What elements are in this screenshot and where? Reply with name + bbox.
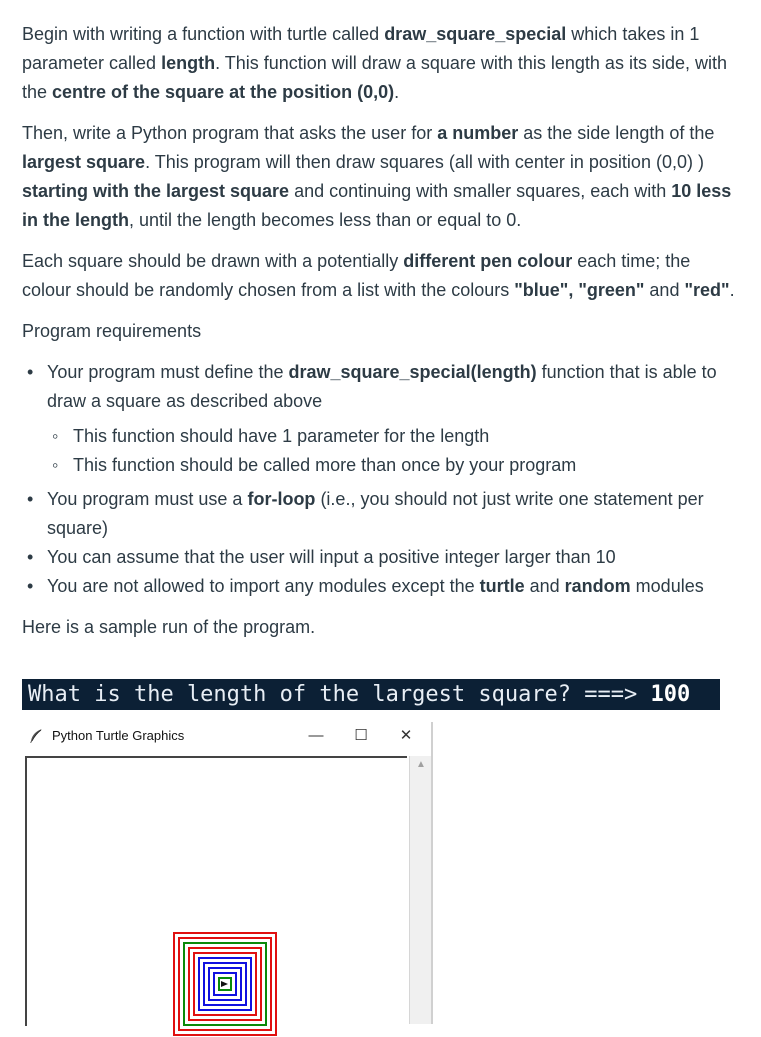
text: , until the length becomes less than or equal to 0. — [129, 210, 522, 230]
turtle-canvas[interactable] — [25, 756, 407, 1026]
window-titlebar[interactable] — [22, 722, 434, 752]
bold-text: random — [564, 576, 631, 596]
text: as the side length of the — [518, 123, 715, 143]
paragraph-function — [22, 20, 742, 107]
requirement-item — [47, 358, 742, 480]
bold-text: centre of the square at the position (0,0) — [52, 82, 395, 102]
requirements-heading: Program requirements — [22, 321, 202, 341]
console-prompt: What is the length of the largest square? ===> — [28, 682, 651, 707]
text: Your program must define the — [47, 362, 289, 382]
bold-text: a number — [437, 123, 519, 143]
requirement-item — [47, 572, 742, 601]
text: . This function will draw a square with this length as its side, with the — [22, 53, 727, 102]
requirements-list — [22, 358, 742, 601]
window-border — [431, 722, 433, 1024]
text: . — [729, 280, 735, 300]
instructions — [22, 20, 742, 654]
bold-text: for-loop — [247, 489, 316, 509]
sub-requirement-item: ◦ This function should have 1 parameter for the length — [73, 422, 742, 451]
sample-run-intro: Here is a sample run of the program. — [22, 617, 316, 637]
console-output — [22, 679, 720, 710]
console-input: 100 — [650, 682, 691, 707]
bold-text: starting with the largest square — [22, 181, 290, 201]
close-button[interactable]: ✕ — [399, 727, 413, 744]
bold-text: "red" — [684, 280, 730, 300]
text: You program must use a — [47, 489, 248, 509]
minimize-button[interactable]: — — [308, 727, 324, 744]
bold-text: length — [161, 53, 216, 73]
bold-text: draw_square_special(length) — [288, 362, 537, 382]
text: . This program will then draw squares (all with center in position (0,0) ) — [145, 152, 704, 172]
concentric-squares — [172, 931, 278, 1037]
text: and — [524, 576, 565, 596]
text: function that is able to draw a square as described above — [47, 362, 717, 411]
feather-pen-icon — [28, 728, 44, 744]
maximize-button[interactable]: ☐ — [354, 727, 368, 744]
text: which takes in 1 parameter called — [22, 24, 700, 73]
bold-text: different pen colour — [403, 251, 573, 271]
bold-text: draw_square_special — [384, 24, 567, 44]
window-title: Python Turtle Graphics — [52, 728, 185, 743]
sub-requirement-item: ◦ This function should be called more than once by your program — [73, 451, 742, 480]
requirement-item: • You can assume that the user will input a positive integer larger than 10 — [47, 543, 742, 572]
bold-text: "blue", "green" — [514, 280, 645, 300]
text: Begin with writing a function with turtle called — [22, 24, 385, 44]
text: (i.e., you should not just write one statement per square) — [47, 489, 704, 538]
text: each time; the colour should be randomly chosen from a list with the colours — [22, 251, 691, 300]
sub-requirements-list — [47, 422, 742, 480]
text: and continuing with smaller squares, each with — [289, 181, 672, 201]
turtle-graphics-window — [22, 722, 434, 1024]
turtle-cursor-icon — [221, 981, 228, 987]
vertical-scrollbar[interactable] — [409, 756, 432, 1024]
text: and — [644, 280, 685, 300]
bold-text: 10 less in the length — [22, 181, 732, 230]
text: Each square should be drawn with a potentially — [22, 251, 404, 271]
paragraph-colours — [22, 247, 742, 305]
text: You are not allowed to import any modules except the — [47, 576, 480, 596]
text: Then, write a Python program that asks the user for — [22, 123, 438, 143]
bold-text: turtle — [479, 576, 525, 596]
requirement-item — [47, 485, 742, 543]
paragraph-program — [22, 119, 742, 235]
chevron-up-icon[interactable]: ▲ — [416, 759, 426, 770]
text: . — [394, 82, 400, 102]
text: modules — [630, 576, 704, 596]
bold-text: largest square — [22, 152, 146, 172]
